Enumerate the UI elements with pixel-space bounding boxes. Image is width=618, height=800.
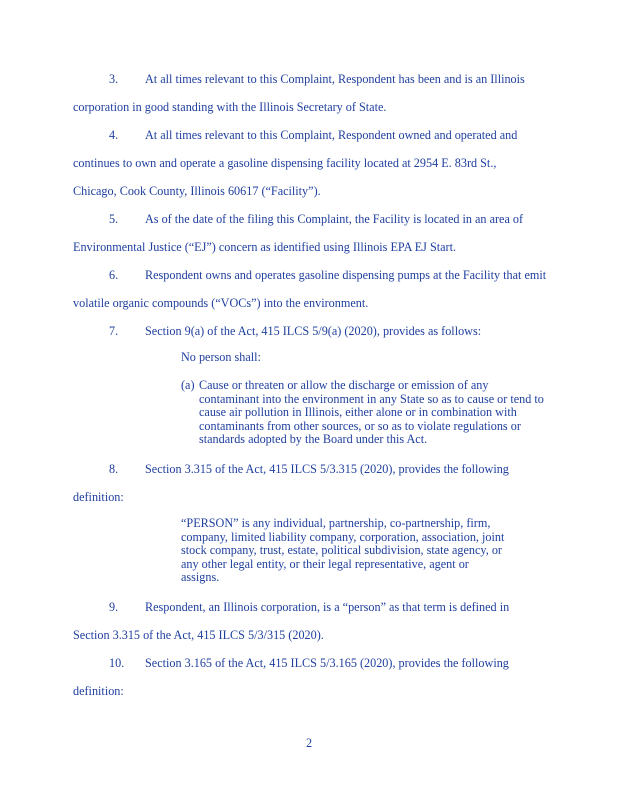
block-quote-line: standards adopted by the Board under this Act. <box>199 432 428 446</box>
paragraph-text: continues to own and operate a gasoline dispensing facility located at 2954 E. 83rd St., <box>73 156 497 170</box>
paragraph-text: At all times relevant to this Complaint, Respondent has been and is an Illinois <box>145 72 525 86</box>
paragraph-text: Chicago, Cook County, Illinois 60617 (“Facility”). <box>73 184 321 198</box>
paragraph-text: Section 3.315 of the Act, 415 ILCS 5/3.315 (2020), provides the following <box>145 462 509 476</box>
paragraph-number: 9. <box>109 600 119 614</box>
paragraph-text: Section 3.315 of the Act, 415 ILCS 5/3/315 (2020). <box>73 628 324 642</box>
block-quote-line: company, limited liability company, corporation, association, joint <box>181 529 505 544</box>
block-quote-intro: No person shall: <box>181 350 261 364</box>
paragraph-text: definition: <box>73 490 124 504</box>
paragraph-text: Respondent owns and operates gasoline dispensing pumps at the Facility that emit <box>145 268 547 282</box>
block-quote-line: “PERSON” is any individual, partnership, co-partnership, firm, <box>181 516 491 530</box>
block-quote-list-marker: (a) <box>181 378 195 392</box>
paragraph-text: Respondent, an Illinois corporation, is a “person” as that term is defined in <box>145 600 510 614</box>
paragraph-text: Environmental Justice (“EJ”) concern as identified using Illinois EPA EJ Start. <box>73 240 457 254</box>
paragraph-number: 5. <box>109 212 119 226</box>
paragraph-number: 7. <box>109 324 119 338</box>
paragraph-text: Section 9(a) of the Act, 415 ILCS 5/9(a) (2020), provides as follows: <box>145 324 482 338</box>
paragraph-number: 6. <box>109 268 119 282</box>
block-quote-line: assigns. <box>181 570 220 584</box>
paragraph-text: corporation in good standing with the Illinois Secretary of State. <box>73 100 387 114</box>
block-quote-line: contaminants from other sources, or so as to violate regulations or <box>199 418 521 433</box>
paragraph-number: 8. <box>109 462 119 476</box>
paragraph-number: 3. <box>109 72 119 86</box>
block-quote-line: Cause or threaten or allow the discharge or emission of any <box>199 378 489 392</box>
paragraph-number: 10. <box>109 656 125 670</box>
block-quote-line: any other legal entity, or their legal representative, agent or <box>181 556 469 571</box>
page-number: 2 <box>305 736 313 750</box>
block-quote-line: stock company, trust, estate, political subdivision, state agency, or <box>181 543 502 557</box>
paragraph-text: At all times relevant to this Complaint, Respondent owned and operated and <box>145 128 518 142</box>
paragraph-number: 4. <box>109 128 119 142</box>
block-quote-line: cause air pollution in Illinois, either alone or in combination with <box>199 405 517 419</box>
paragraph-text: Section 3.165 of the Act, 415 ILCS 5/3.165 (2020), provides the following <box>145 656 509 670</box>
paragraph-text: definition: <box>73 684 124 698</box>
paragraph-text: As of the date of the filing this Complaint, the Facility is located in an area of <box>145 212 524 226</box>
block-quote-line: contaminant into the environment in any State so as to cause or tend to <box>199 391 544 406</box>
paragraph-text: volatile organic compounds (“VOCs”) into the environment. <box>73 296 369 310</box>
